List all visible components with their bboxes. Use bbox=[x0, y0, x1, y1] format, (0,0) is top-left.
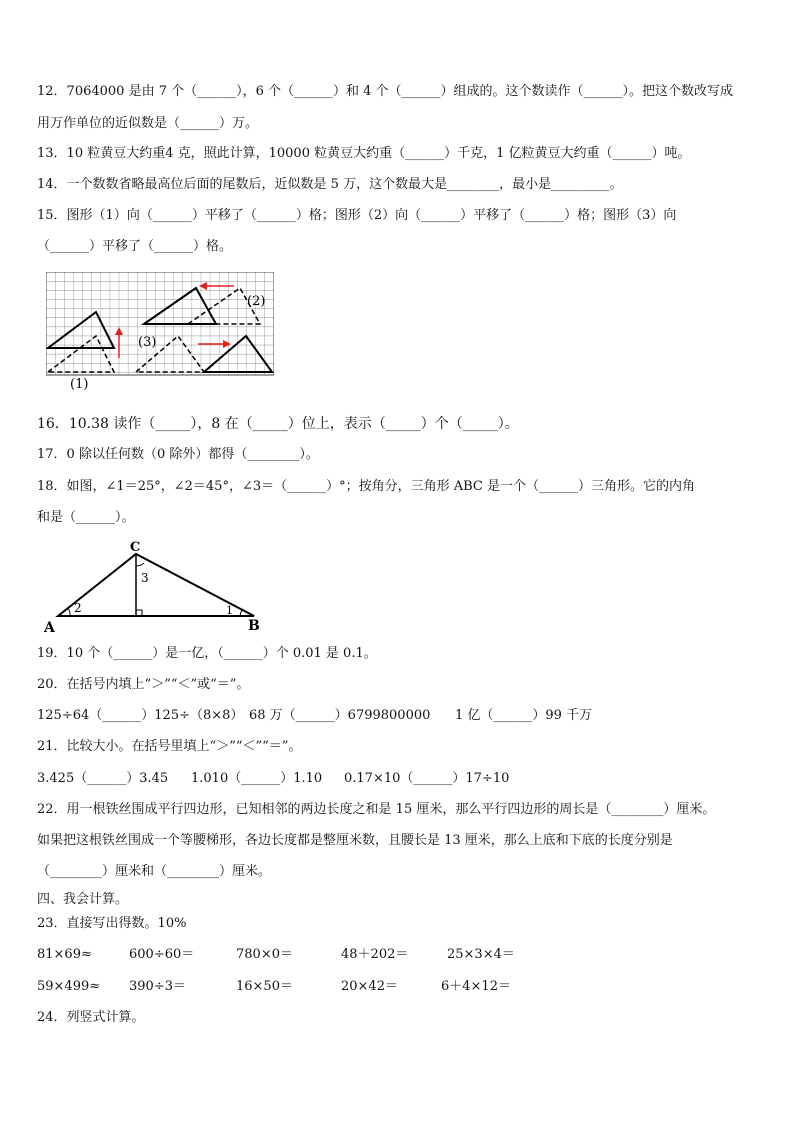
grid-figure bbox=[46, 272, 274, 392]
q18-line1: 18．如图，∠1＝25°，∠2＝45°，∠3＝（______）°；按角分，三角形 ABC 是一个（______）三角形。它的内角 bbox=[37, 479, 696, 494]
q21-item-1: 3.425（______）3.45 bbox=[37, 771, 169, 786]
triangle-abc bbox=[58, 554, 254, 616]
q14: 14．一个数数省略最高位后面的尾数后，近似数是 5 万，这个数最大是________，最小是_________。 bbox=[37, 177, 623, 192]
calc-item: 81×69≈ bbox=[37, 947, 92, 962]
vertex-c: C bbox=[130, 540, 141, 555]
calc-item: 20×42＝ bbox=[341, 979, 398, 994]
q20-items bbox=[37, 708, 757, 724]
q15-line2: （______）平移了（______）格。 bbox=[37, 239, 233, 254]
q20-item-2: 68 万（______）6799800000 bbox=[249, 708, 431, 723]
label-shape-2: (2) bbox=[247, 294, 266, 309]
q18-line2: 和是（______）。 bbox=[37, 510, 135, 525]
calc-item: 390÷3＝ bbox=[129, 979, 186, 994]
label-shape-1: (1) bbox=[70, 377, 89, 392]
vertex-a: A bbox=[44, 620, 55, 634]
triangle-figure bbox=[40, 538, 270, 634]
calc-item: 6＋4×12＝ bbox=[441, 979, 511, 994]
angle-3-label: 3 bbox=[141, 571, 149, 585]
q21-title: 21．比较大小。在括号里填上“＞”“＜”“＝”。 bbox=[37, 739, 302, 754]
q22-line2: 如果把这根铁丝围成一个等腰梯形，各边长度都是整厘米数，且腰长是 13 厘米，那么上底和下底的长度分别是 bbox=[37, 833, 673, 848]
q21-items bbox=[37, 771, 757, 787]
angle-1-label: 1 bbox=[226, 604, 233, 617]
section-4-heading: 四、我会计算。 bbox=[37, 892, 129, 907]
q17: 17．0 除以任何数（0 除外）都得（________）。 bbox=[37, 447, 319, 462]
q16: 16．10.38 读作（_____），8 在（_____）位上，表示（_____）个（_____）。 bbox=[37, 416, 519, 432]
angle-2-label: 2 bbox=[74, 601, 82, 615]
calc-item: 25×3×4＝ bbox=[447, 947, 515, 962]
q22-line3: （________）厘米和（________）厘米。 bbox=[37, 864, 272, 879]
q20-title: 20．在括号内填上“＞”“＜”或“＝”。 bbox=[37, 677, 250, 692]
q23-title: 23．直接写出得数。10% bbox=[37, 916, 187, 931]
calc-item: 59×499≈ bbox=[37, 979, 101, 994]
q23-row-2 bbox=[37, 979, 757, 995]
q24: 24．列竖式计算。 bbox=[37, 1010, 145, 1025]
q21-item-3: 0.17×10（______）17÷10 bbox=[344, 771, 510, 786]
calc-item: 48＋202＝ bbox=[341, 947, 409, 962]
q20-item-1: 125÷64（______）125÷（8×8） bbox=[37, 708, 244, 723]
angle-2-arc bbox=[68, 608, 70, 616]
q19: 19．10 个（______）是一亿，（______）个 0.01 是 0.1。 bbox=[37, 646, 377, 661]
angle-3-arc bbox=[136, 563, 144, 566]
calc-item: 600÷60＝ bbox=[129, 947, 195, 962]
q23-row-1 bbox=[37, 947, 757, 963]
q13: 13．10 粒黄豆大约重4 克，照此计算，10000 粒黄豆大约重（______）千克，1 亿粒黄豆大约重（______）吨。 bbox=[37, 146, 691, 161]
q12-line2: 用万作单位的近似数是（______）万。 bbox=[37, 116, 259, 131]
calc-item: 780×0＝ bbox=[236, 947, 293, 962]
label-shape-3: (3) bbox=[138, 335, 157, 350]
vertex-b: B bbox=[248, 618, 260, 634]
q21-item-2: 1.010（______）1.10 bbox=[191, 771, 323, 786]
calc-item: 16×50＝ bbox=[236, 979, 293, 994]
q12-line1: 12．7064000 是由 7 个（______），6 个（______）和 4 个（______）组成的。这个数读作（______）。把这个数改写成 bbox=[37, 84, 734, 99]
q22-line1: 22．用一根铁丝围成平行四边形，已知相邻的两边长度之和是 15 厘米，那么平行四边形的周长是（________）厘米。 bbox=[37, 802, 716, 817]
q15-line1: 15．图形（1）向（______）平移了（______）格；图形（2）向（______）平移了（______）格；图形（3）向 bbox=[37, 208, 677, 223]
q20-item-3: 1 亿（______）99 千万 bbox=[455, 708, 593, 723]
